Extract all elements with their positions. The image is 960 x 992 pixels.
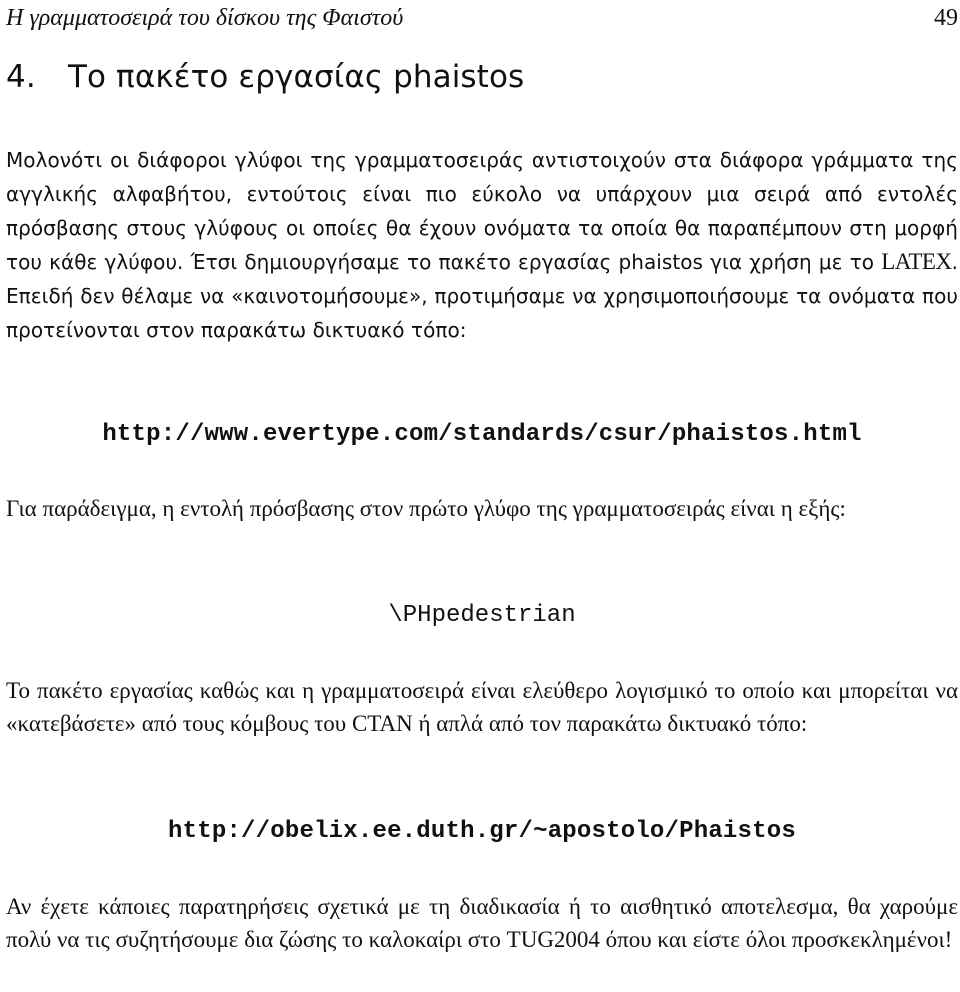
availability-paragraph: Το πακέτο εργασίας καθώς και η γραμματοσειρά είναι ελεύθερο λογισμικό το οποίο και μπορείται να «κατεβάσετε» από τους κόμβους του CTAN ή απλά από τον παρακάτω δικτυακό τόπο: [6, 678, 958, 736]
example-paragraph: Για παράδειγμα, η εντολή πρόσβασης στον πρώτο γλύφο της γραμματοσειράς είναι η εξής: [6, 496, 846, 521]
section-title: Το πακέτο εργασίας phaistos [68, 59, 525, 95]
phaistos-download-url: http://obelix.ee.duth.gr/~apostolo/Phaistos [168, 818, 796, 845]
document-page [6, 0, 958, 992]
section-heading [6, 57, 524, 97]
command-example: \PHpedestrian [388, 602, 576, 629]
running-title: Η γραμματοσειρά του δίσκου της Φαιστού [6, 5, 404, 31]
closing-paragraph: Αν έχετε κάποιες παρατηρήσεις σχετικά με τη διαδικασία ή το αισθητικό αποτελεσμα, θα χαρούμε πολύ να τις συζητήσουμε δια ζώσης το καλοκαίρι στο TUG2004 όπου και είστε όλοι προσκεκλημένοι! [6, 894, 958, 952]
latex-logo: LATEX [881, 249, 952, 274]
page-number: 49 [934, 5, 958, 31]
section-body-text-continued: . Επειδή δεν θέλαμε να «καινοτομήσουμε», προτιμήσαμε να χρησιμοποιήσουμε τα ονόματα που προτείνονται στον παρακάτω δικτυακό τόπο: [6, 250, 958, 342]
section-number: 4. [6, 59, 36, 95]
section-body-paragraph [6, 143, 958, 347]
running-header [6, 2, 958, 34]
evertype-url: http://www.evertype.com/standards/csur/phaistos.html [102, 421, 862, 448]
section-body-text: Μολονότι οι διάφοροι γλύφοι της γραμματοσειράς αντιστοιχούν στα διάφορα γράμματα της αγγλικής αλφαβήτου, εντούτοις είναι πιο εύκολο να υπάρχουν μια σειρά από εντολές πρόσβασης στους γλύφους οι οποίες θα έχουν ονόματα τα οποία θα παραπέμπουν στη μορφή του κάθε γλύφου. Έτσι δημιουργήσαμε το πακέτο εργασίας phaistos για χρήση με το [6, 148, 958, 274]
